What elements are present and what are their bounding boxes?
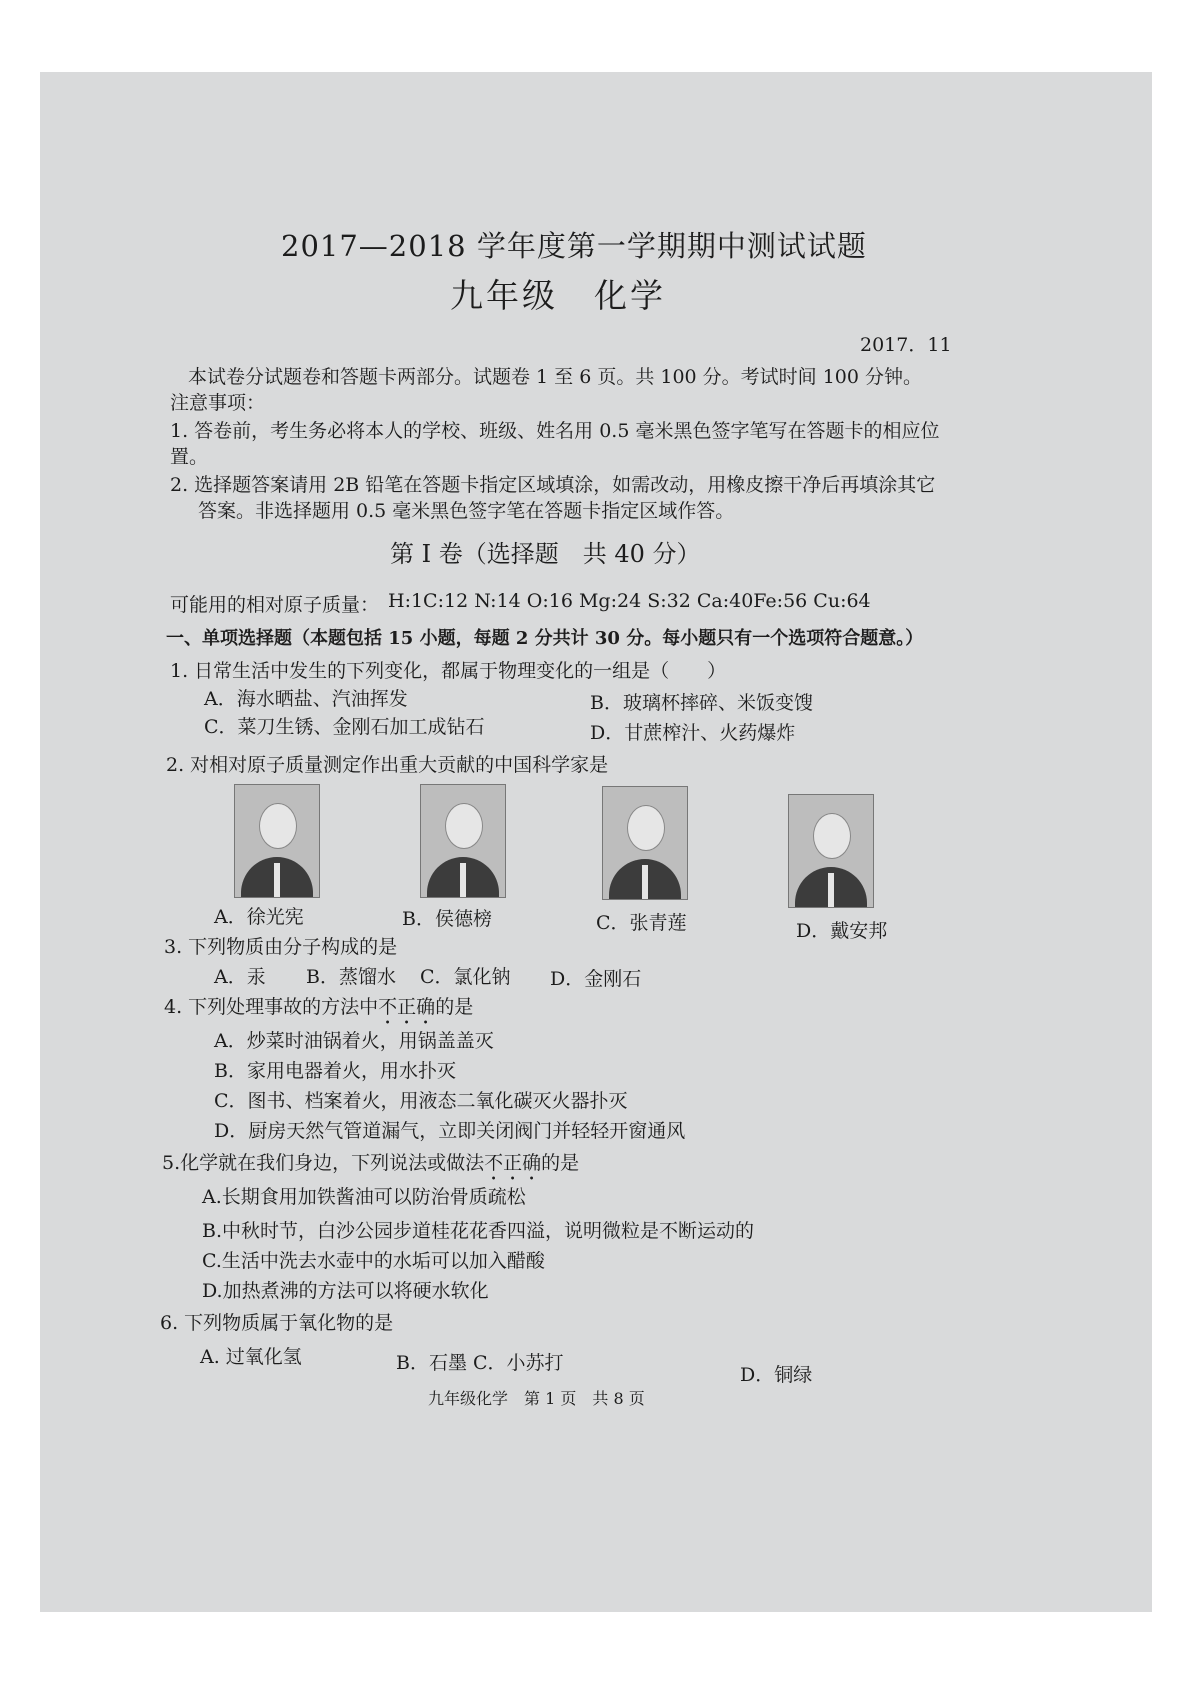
atomic-mass-values: H:1C:12 N:14 O:16 Mg:24 S:32 Ca:40Fe:56 Cu:64 — [388, 590, 871, 612]
q5-stem-pre: 5.化学就在我们身边，下列说法或做法 — [162, 1152, 485, 1174]
page-footer: 九年级化学 第 1 页 共 8 页 — [428, 1389, 645, 1408]
q4-option-b: B．家用电器着火，用水扑灭 — [214, 1060, 456, 1082]
q5-option-a: A.长期食用加铁酱油可以防治骨质疏松 — [202, 1186, 526, 1208]
q3-option-d: D．金刚石 — [550, 968, 642, 990]
q3-option-b: B．蒸馏水 — [306, 966, 396, 988]
q6-stem: 6. 下列物质属于氧化物的是 — [160, 1312, 394, 1334]
q1-option-c: C．菜刀生锈、金刚石加工成钻石 — [204, 716, 485, 738]
portrait-hou-debang — [420, 784, 506, 898]
q4-stem-post: 的是 — [435, 996, 474, 1018]
note-2-line-2: 答案。非选择题用 0.5 毫米黑色签字笔在答题卡指定区域作答。 — [198, 500, 735, 522]
q2-stem: 2. 对相对原子质量测定作出重大贡献的中国科学家是 — [166, 754, 609, 776]
q5-stem-post: 的是 — [541, 1152, 580, 1174]
q5-option-d: D.加热煮沸的方法可以将硬水软化 — [202, 1280, 489, 1302]
q4-option-a: A．炒菜时油锅着火，用锅盖盖灭 — [214, 1030, 494, 1052]
q5-option-b: B.中秋时节，白沙公园步道桂花花香四溢，说明微粒是不断运动的 — [202, 1220, 755, 1242]
q4-stem-pre: 4. 下列处理事故的方法中 — [164, 996, 379, 1018]
q3-option-a: A．汞 — [214, 966, 266, 988]
q6-option-a: A. 过氧化氢 — [200, 1346, 302, 1368]
q4-stem-emphasis: 不正确 — [378, 996, 436, 1018]
q1-option-b: B．玻璃杯摔碎、米饭变馊 — [590, 692, 813, 714]
q3-stem: 3. 下列物质由分子构成的是 — [164, 936, 398, 958]
q2-option-d: D．戴安邦 — [796, 920, 888, 942]
q2-option-a: A．徐光宪 — [214, 906, 304, 928]
note-2-line-1: 2. 选择题答案请用 2B 铅笔在答题卡指定区域填涂，如需改动，用橡皮擦干净后再填涂其它 — [170, 474, 936, 496]
q6-option-d: D．铜绿 — [740, 1364, 813, 1386]
q3-option-c: C．氯化钠 — [420, 966, 511, 988]
q4-option-c: C．图书、档案着火，用液态二氧化碳灭火器扑灭 — [214, 1090, 628, 1112]
note-1-line-1: 1. 答卷前，考生务必将本人的学校、班级、姓名用 0.5 毫米黑色签字笔写在答题卡的相应位 — [170, 420, 940, 442]
section-title: 第 I 卷（选择题 共 40 分） — [390, 540, 701, 568]
exam-date: 2017．11 — [860, 334, 952, 356]
exam-title: 2017—2018 学年度第一学期期中测试试题 — [281, 229, 867, 263]
q5-option-c: C.生活中洗去水壶中的水垢可以加入醋酸 — [202, 1250, 545, 1272]
q1-stem: 1. 日常生活中发生的下列变化，都属于物理变化的一组是（ ） — [170, 660, 727, 682]
q5-stem-emphasis: 不正确 — [484, 1152, 542, 1174]
q6-option-bc: B．石墨 C．小苏打 — [396, 1352, 564, 1374]
notes-title: 注意事项： — [170, 392, 266, 414]
q5-stem — [162, 1148, 579, 1185]
portrait-xu-guangxian — [234, 784, 320, 898]
part-one-title: 一、单项选择题（本题包括 15 小题，每题 2 分共计 30 分。每小题只有一个选项符合题意。） — [166, 628, 924, 649]
q2-option-c: C．张青莲 — [596, 912, 687, 934]
q1-option-a: A．海水晒盐、汽油挥发 — [204, 688, 408, 710]
q1-option-d: D．甘蔗榨汁、火药爆炸 — [590, 722, 796, 744]
intro-line: 本试卷分试题卷和答题卡两部分。试题卷 1 至 6 页。共 100 分。考试时间 100 分钟。 — [188, 366, 923, 388]
portrait-dai-anbang — [788, 794, 874, 908]
q4-stem — [164, 992, 473, 1029]
exam-subtitle: 九年级 化学 — [450, 276, 666, 315]
note-1-line-2: 置。 — [170, 446, 209, 468]
q2-option-b: B．侯德榜 — [402, 908, 492, 930]
exam-sheet — [40, 72, 1152, 1612]
q4-option-d: D．厨房天然气管道漏气，立即关闭阀门并轻轻开窗通风 — [214, 1120, 686, 1142]
portrait-zhang-qinglian — [602, 786, 688, 900]
atomic-mass-label: 可能用的相对原子质量： — [170, 594, 380, 616]
